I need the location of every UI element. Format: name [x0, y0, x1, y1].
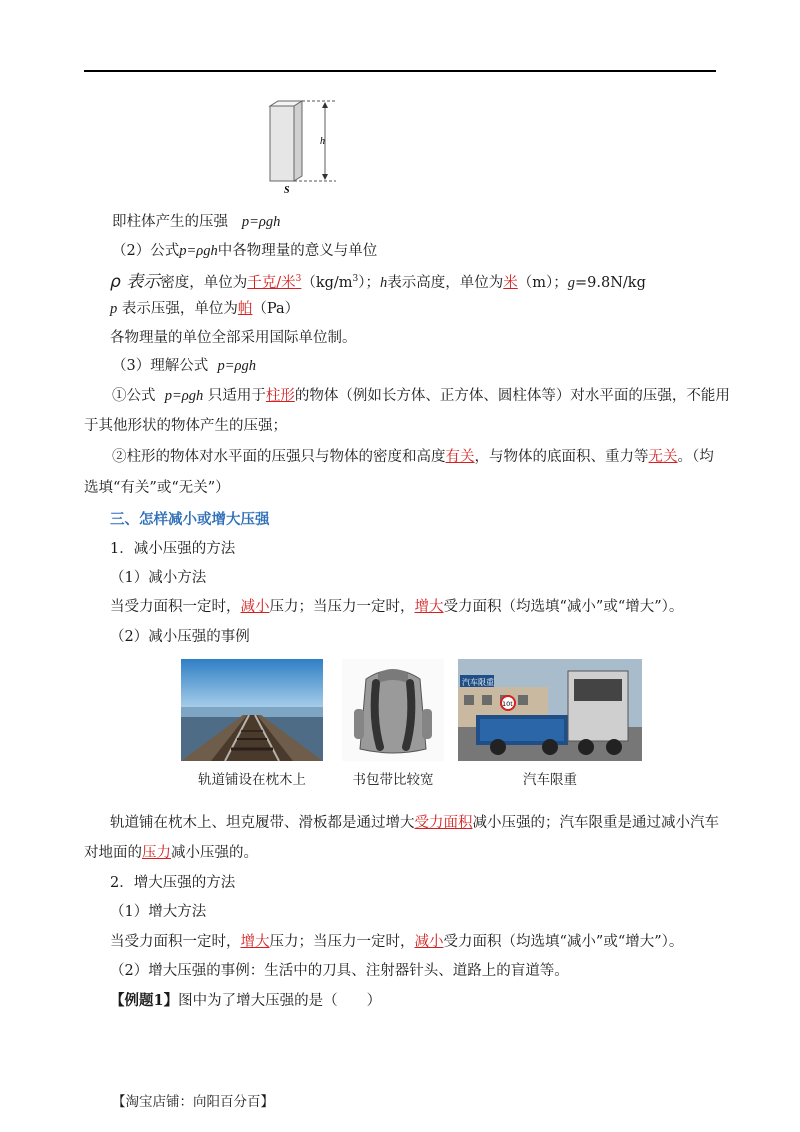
- text: 压力；当压力一定时，: [269, 934, 415, 950]
- answer-column: 柱形: [265, 388, 295, 404]
- p-symbol: p: [110, 301, 118, 317]
- line-other-shapes: 于其他形状的物体产生的压强；: [84, 418, 287, 434]
- text: 表示高度，单位为: [387, 274, 504, 291]
- answer-force: 压力: [142, 845, 171, 861]
- answer-reduce: 减小: [240, 599, 270, 615]
- footer-shop: 【淘宝店铺：向阳百分百】: [112, 1094, 274, 1110]
- text: 图中为了增大压强的是（ ）: [178, 993, 382, 1009]
- line-reduce-rule: [110, 597, 683, 617]
- formula: p=ρgh: [217, 358, 256, 374]
- text: 减小压强的。: [171, 845, 258, 861]
- text: ）；: [358, 274, 381, 291]
- rho-symbol: ρ 表示: [110, 271, 161, 292]
- text: 只适用于: [207, 388, 266, 404]
- cuboid-diagram: [262, 98, 352, 196]
- text: （m）；: [517, 274, 568, 291]
- truck-caption: 汽车限重: [523, 772, 577, 788]
- railway-caption: 轨道铺设在枕木上: [198, 772, 306, 788]
- height-label: h: [320, 136, 325, 147]
- text: 即柱体产生的压强: [112, 214, 228, 230]
- text: 轨道铺在枕木上、坦克履带、滑板都是通过增大: [110, 815, 415, 831]
- base-label: S: [284, 185, 290, 196]
- answer-height-unit: 米: [503, 274, 518, 291]
- backpack-caption: 书包带比较宽: [352, 772, 434, 788]
- text: （Pa）: [252, 301, 300, 317]
- text: （2）公式: [112, 243, 180, 259]
- section-heading: 三、怎样减小或增大压强: [110, 511, 270, 528]
- line-increase-rule: [110, 932, 683, 952]
- line-applicability: [112, 386, 730, 406]
- answer-area: 受力面积: [414, 815, 473, 831]
- line-column-pressure: [112, 212, 280, 232]
- text: =9.8N/kg: [575, 274, 646, 291]
- line-reduce-examples: （2）减小压强的事例: [110, 629, 250, 645]
- text: （3）理解公式: [112, 358, 209, 374]
- truck-photo: [458, 659, 642, 761]
- text: 当受力面积一定时，: [110, 934, 241, 950]
- answer-pressure-unit: 帕: [237, 301, 253, 317]
- sign-text: 汽车限重: [462, 678, 494, 687]
- answer-increase: 增大: [240, 934, 270, 950]
- line-pressure-unit: [110, 299, 299, 319]
- formula: p=ρgh: [179, 243, 218, 259]
- line-reduce-method: （1）减小方法: [110, 570, 207, 586]
- text: 受力面积（均选填“减小”或“增大”）。: [443, 934, 684, 950]
- line-density: [110, 269, 646, 293]
- answer-unrelated: 无关: [648, 449, 678, 465]
- line-column-relation: [112, 447, 714, 467]
- text: ②柱形的物体对水平面的压强只与物体的密度和高度: [112, 449, 446, 465]
- text: 表示压强，单位为: [121, 301, 238, 317]
- text: ，与物体的底面积、重力等: [474, 449, 649, 465]
- text: 压力；当压力一定时，: [269, 599, 415, 615]
- answer-related: 有关: [445, 449, 475, 465]
- answer-density-unit: 千克/米$^3$: [247, 274, 302, 291]
- line-reduce-explain-cont: [84, 843, 258, 863]
- h-symbol: h: [380, 274, 388, 291]
- text: 密度，单位为: [160, 274, 248, 291]
- formula: p=ρgh: [164, 388, 204, 404]
- line-si-units: 各物理量的单位全部采用国际单位制。: [110, 330, 357, 346]
- answer-increase: 增大: [414, 599, 444, 615]
- text: 的物体（例如长方体、正方体、圆柱体等）对水平面的压强，不能用: [294, 388, 730, 404]
- line-increase-methods-title: 2．增大压强的方法: [110, 875, 236, 891]
- example-tag: 【例题1】: [110, 992, 179, 1009]
- superscript: 3: [352, 274, 359, 284]
- line-formula-meaning: [112, 241, 377, 261]
- line-reduce-methods-title: 1．减小压强的方法: [110, 541, 236, 557]
- answer-reduce: 减小: [414, 934, 444, 950]
- text: 当受力面积一定时，: [110, 599, 241, 615]
- text: 对地面的: [84, 845, 142, 861]
- formula: p=ρgh: [241, 214, 281, 230]
- line-fill-note: 选填“有关”或“无关”）: [84, 480, 230, 496]
- text: 中各物理量的意义与单位: [217, 243, 378, 259]
- line-increase-examples: （2）增大压强的事例：生活中的刀具、注射器针头、道路上的盲道等。: [110, 963, 569, 979]
- limit-text: 10t: [502, 700, 513, 708]
- text: （kg/m: [301, 274, 353, 291]
- header-rule: [84, 70, 716, 72]
- line-understand-formula: [112, 356, 256, 376]
- text: 受力面积（均选填“减小”或“增大”）。: [443, 599, 684, 615]
- text: 。（均: [677, 449, 714, 465]
- line-example-question: [110, 991, 381, 1011]
- text: ①公式: [112, 388, 156, 404]
- line-reduce-explain: [110, 813, 719, 833]
- line-increase-method: （1）增大方法: [110, 904, 207, 920]
- backpack-photo: [342, 659, 444, 761]
- g-symbol: g: [567, 274, 576, 291]
- railway-photo: [181, 659, 323, 761]
- text: 减小压强的；汽车限重是通过减小汽车: [472, 815, 719, 831]
